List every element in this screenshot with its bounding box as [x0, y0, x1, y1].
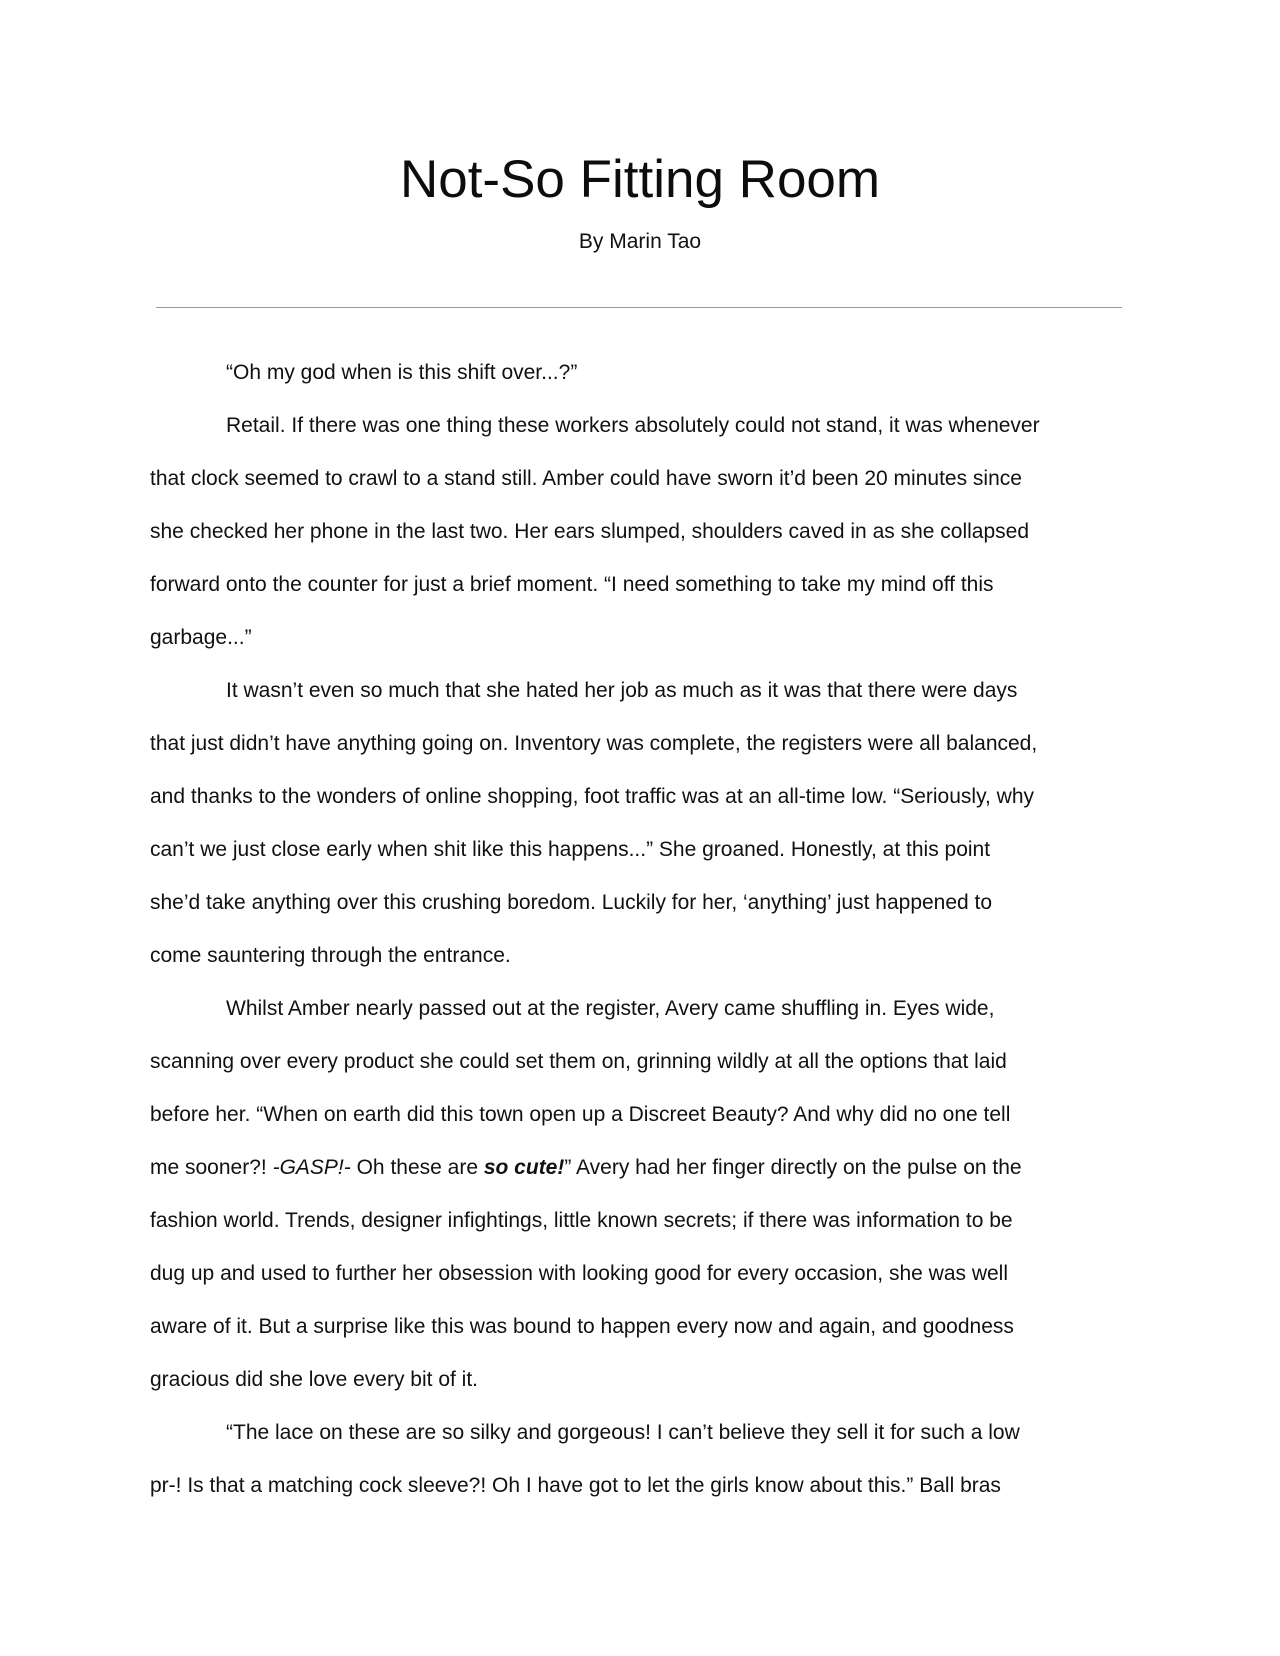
paragraph-line: that just didn’t have anything going on. Inventory was complete, the registers were all balanced, — [150, 732, 1038, 755]
paragraph-line: aware of it. But a surprise like this was bound to happen every now and again, and goodness — [150, 1315, 1014, 1338]
paragraph-line: can’t we just close early when shit like this happens...” She groaned. Honestly, at this point — [150, 838, 991, 861]
paragraph-line: she’d take anything over this crushing boredom. Luckily for her, ‘anything’ just happened to — [150, 891, 993, 914]
text-run: me sooner?! — [150, 1156, 273, 1179]
paragraph-line: pr-! Is that a matching cock sleeve?! Oh I have got to let the girls know about this.” Ball bras — [150, 1474, 1001, 1497]
story-body — [150, 346, 1130, 1512]
paragraph-line: scanning over every product she could set them on, grinning wildly at all the options that laid — [150, 1050, 1007, 1073]
paragraph-line: Whilst Amber nearly passed out at the register, Avery came shuffling in. Eyes wide, — [226, 997, 995, 1020]
paragraph-line: forward onto the counter for just a brief moment. “I need something to take my mind off this — [150, 573, 994, 596]
paragraph-line: and thanks to the wonders of online shopping, foot traffic was at an all-time low. “Seriously, why — [150, 785, 1035, 808]
italic-text: -GASP!- — [272, 1156, 351, 1179]
paragraph-line: fashion world. Trends, designer infightings, little known secrets; if there was information to be — [150, 1209, 1013, 1232]
paragraph-line: before her. “When on earth did this town open up a Discreet Beauty? And why did no one tell — [150, 1103, 1011, 1126]
text-run: ” Avery had her finger directly on the pulse on the — [564, 1156, 1022, 1179]
paragraph-line: she checked her phone in the last two. Her ears slumped, shoulders caved in as she collapsed — [150, 520, 1030, 543]
bold-italic-text: so cute! — [483, 1156, 565, 1179]
paragraph-line: “The lace on these are so silky and gorgeous! I can’t believe they sell it for such a low — [226, 1421, 1020, 1444]
author-byline: By Marin Tao — [578, 230, 702, 253]
paragraph-line: dug up and used to further her obsession with looking good for every occasion, she was well — [150, 1262, 1009, 1285]
paragraph-line — [150, 1141, 1130, 1194]
paragraph-line: garbage...” — [150, 626, 252, 649]
paragraph-line: It wasn’t even so much that she hated her job as much as it was that there were days — [226, 679, 1018, 702]
paragraph-line: that clock seemed to crawl to a stand still. Amber could have sworn it’d been 20 minutes since — [150, 467, 1022, 490]
paragraph-line: “Oh my god when is this shift over...?” — [226, 361, 578, 384]
paragraph-line: gracious did she love every bit of it. — [150, 1368, 479, 1391]
horizontal-divider — [156, 307, 1122, 308]
text-run: Oh these are — [350, 1156, 484, 1179]
paragraph-line: Retail. If there was one thing these workers absolutely could not stand, it was whenever — [226, 414, 1040, 437]
paragraph-line: come sauntering through the entrance. — [150, 944, 511, 967]
story-title: Not-So Fitting Room — [399, 150, 881, 209]
